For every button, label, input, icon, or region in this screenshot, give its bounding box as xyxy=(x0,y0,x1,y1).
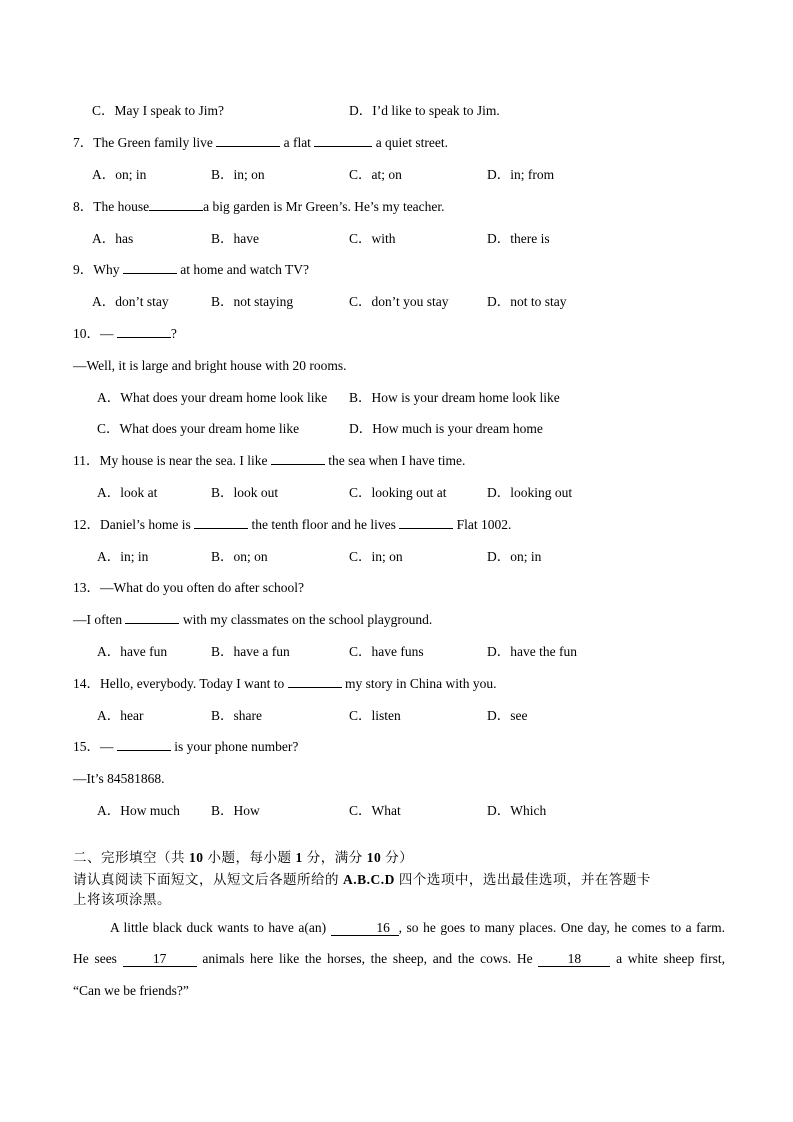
q10-reply: —Well, it is large and bright house with 20 rooms. xyxy=(73,358,347,373)
question-10: 10．— ? xyxy=(73,326,177,341)
q8-option-d: D．there is xyxy=(487,231,550,246)
q10-option-b: B．How is your dream home look like xyxy=(349,390,560,405)
blank xyxy=(123,262,177,274)
q9-option-c: C．don’t you stay xyxy=(349,294,449,309)
section-2-instructions-line2: 上将该项涂黑。 xyxy=(73,892,171,908)
passage-line-3: “Can we be friends?” xyxy=(73,983,189,998)
blank-17: 17 xyxy=(123,952,197,967)
q15-option-b: B．How xyxy=(211,803,260,818)
q6-option-d: D．I’d like to speak to Jim. xyxy=(349,103,500,118)
q13-option-d: D．have the fun xyxy=(487,644,577,659)
q10-option-c: C．What does your dream home like xyxy=(97,421,300,436)
section-2-heading: 二、完形填空（共 10 小题，每小题 1 分，满分 10 分） xyxy=(73,850,414,866)
q8-option-c: C．with xyxy=(349,231,396,246)
q15-option-a: A．How much xyxy=(97,803,180,818)
q11-option-c: C．looking out at xyxy=(349,485,447,500)
question-11: 11．My house is near the sea. I like the sea when I have time. xyxy=(73,453,466,468)
blank xyxy=(149,199,203,211)
q6-option-c: C．May I speak to Jim? xyxy=(92,103,224,118)
q12-option-c: C．in; on xyxy=(349,549,403,564)
q10-option-d: D．How much is your dream home xyxy=(349,421,543,436)
blank xyxy=(314,135,372,147)
question-7: 7．The Green family live a flat a quiet street. xyxy=(73,135,449,150)
passage-line-1: A little black duck wants to have a(an) 16 , so he goes to many places. One day, he comes to a farm. xyxy=(110,920,725,935)
q11-option-d: D．looking out xyxy=(487,485,573,500)
q8-option-a: A．has xyxy=(92,231,134,246)
q13-option-b: B．have a fun xyxy=(211,644,290,659)
question-12: 12．Daniel’s home is the tenth floor and he lives Flat 1002. xyxy=(73,517,512,532)
blank-16: 16 xyxy=(331,921,399,936)
question-15: 15．— is your phone number? xyxy=(73,739,299,754)
blank xyxy=(194,517,248,529)
blank xyxy=(271,453,325,465)
q15-option-c: C．What xyxy=(349,803,401,818)
q9-option-b: B．not staying xyxy=(211,294,294,309)
q11-option-b: B．look out xyxy=(211,485,279,500)
passage-line-2: He sees 17 animals here like the horses, the sheep, and the cows. He 18 a white sheep first, xyxy=(73,951,725,966)
q12-option-d: D．on; in xyxy=(487,549,542,564)
q10-option-a: A．What does your dream home look like xyxy=(97,390,328,405)
q12-option-a: A．in; in xyxy=(97,549,149,564)
q14-option-d: D．see xyxy=(487,708,528,723)
blank xyxy=(117,326,171,338)
q9-option-a: A．don’t stay xyxy=(92,294,169,309)
question-9: 9．Why at home and watch TV? xyxy=(73,262,309,277)
q7-option-c: C．at; on xyxy=(349,167,402,182)
q15-reply: —It’s 84581868. xyxy=(73,771,165,786)
q8-option-b: B．have xyxy=(211,231,259,246)
blank xyxy=(117,739,171,751)
q12-option-b: B．on; on xyxy=(211,549,268,564)
q14-option-c: C．listen xyxy=(349,708,401,723)
blank xyxy=(399,517,453,529)
q7-option-a: A．on; in xyxy=(92,167,147,182)
q14-option-b: B．share xyxy=(211,708,262,723)
q9-option-d: D．not to stay xyxy=(487,294,567,309)
q14-option-a: A．hear xyxy=(97,708,144,723)
blank xyxy=(288,676,342,688)
question-14: 14．Hello, everybody. Today I want to my story in China with you. xyxy=(73,676,497,691)
q15-option-d: D．Which xyxy=(487,803,547,818)
blank-18: 18 xyxy=(538,952,610,967)
q13-option-a: A．have fun xyxy=(97,644,168,659)
q11-option-a: A．look at xyxy=(97,485,158,500)
section-2-instructions: 请认真阅读下面短文，从短文后各题所给的 A.B.C.D 四个选项中，选出最佳选项，并在答题卡 xyxy=(73,872,651,888)
q13-reply: —I often with my classmates on the school playground. xyxy=(73,612,433,627)
q7-option-b: B．in; on xyxy=(211,167,265,182)
blank xyxy=(125,612,179,624)
question-8: 8．The house a big garden is Mr Green’s. He’s my teacher. xyxy=(73,199,445,214)
q13-option-c: C．have funs xyxy=(349,644,424,659)
blank xyxy=(216,135,280,147)
q7-option-d: D．in; from xyxy=(487,167,555,182)
question-13: 13．—What do you often do after school? xyxy=(73,580,304,595)
